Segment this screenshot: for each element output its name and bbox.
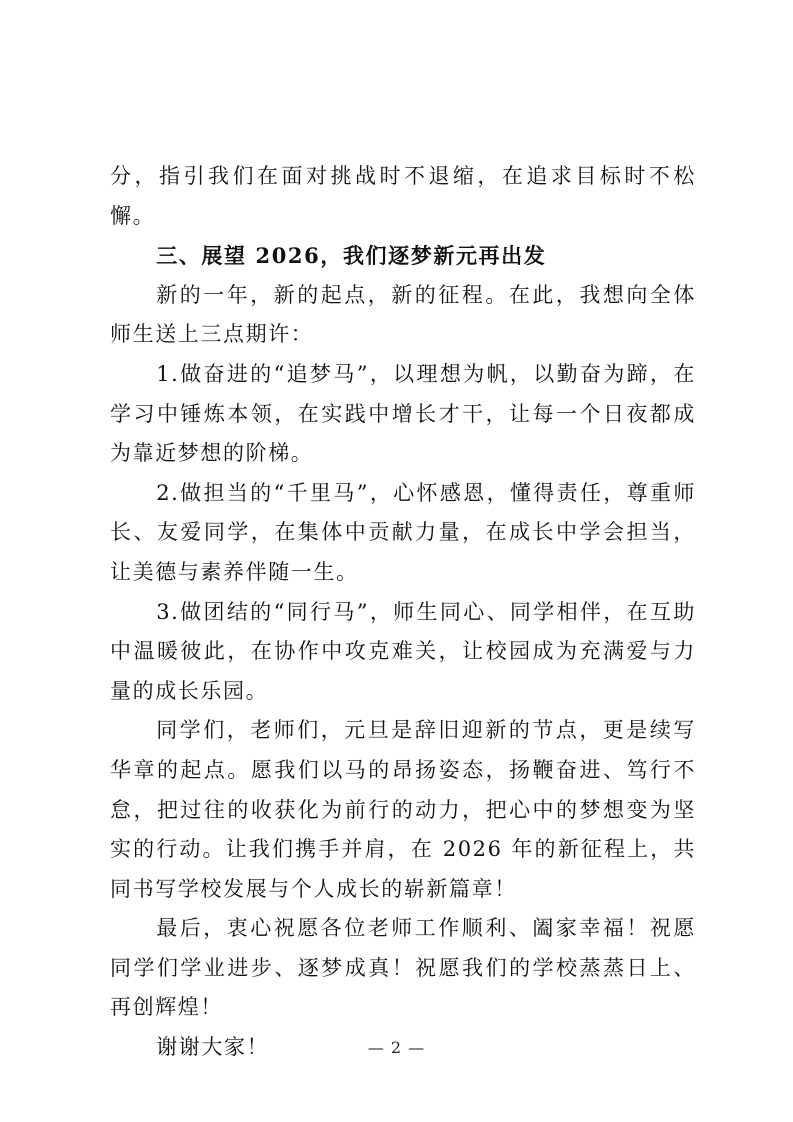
paragraph-intro: 新的一年，新的起点，新的征程。在此，我想向全体师生送上三点期许： <box>110 282 696 347</box>
paragraph-wish-2: 2.做担当的“千里马”，心怀感恩，懂得责任，尊重师长、友爱同学，在集体中贡献力量，在成长中学会担当，让美德与素养伴随一生。 <box>110 480 696 584</box>
paragraph-wish-1: 1.做奋进的“追梦马”，以理想为帆，以勤奋为蹄，在学习中锤炼本领，在实践中增长才干，让每一个日夜都成为靠近梦想的阶梯。 <box>110 361 696 466</box>
paragraph-closing: 同学们，老师们，元旦是辞旧迎新的节点，更是续写华章的起点。愿我们以马的昂扬姿态，扬鞭奋进、笃行不怠，把过往的收获化为前行的动力，把心中的梦想变为坚实的行动。让我们携手并肩，在 2026 年的新征程上，共同书写学校发展与个人成长的崭新篇章！ <box>110 718 696 901</box>
page-number: — 2 — <box>367 1038 426 1057</box>
paragraph-blessing: 最后，衷心祝愿各位老师工作顺利、阖家幸福！祝愿同学们学业进步、逐梦成真！祝愿我们的学校蒸蒸日上、再创辉煌！ <box>110 916 696 1020</box>
document-body <box>110 157 696 1068</box>
section-heading: 三、展望 2026，我们逐梦新元再出发 <box>156 243 547 269</box>
paragraph-thanks: 谢谢大家！ <box>156 1035 270 1060</box>
paragraph-wish-3: 3.做团结的“同行马”，师生同心、同学相伴，在互助中温暖彼此，在协作中攻克难关，让校园成为充满爱与力量的成长乐园。 <box>110 599 696 703</box>
paragraph-continuation: 分，指引我们在面对挑战时不退缩，在追求目标时不松懈。 <box>110 164 696 228</box>
